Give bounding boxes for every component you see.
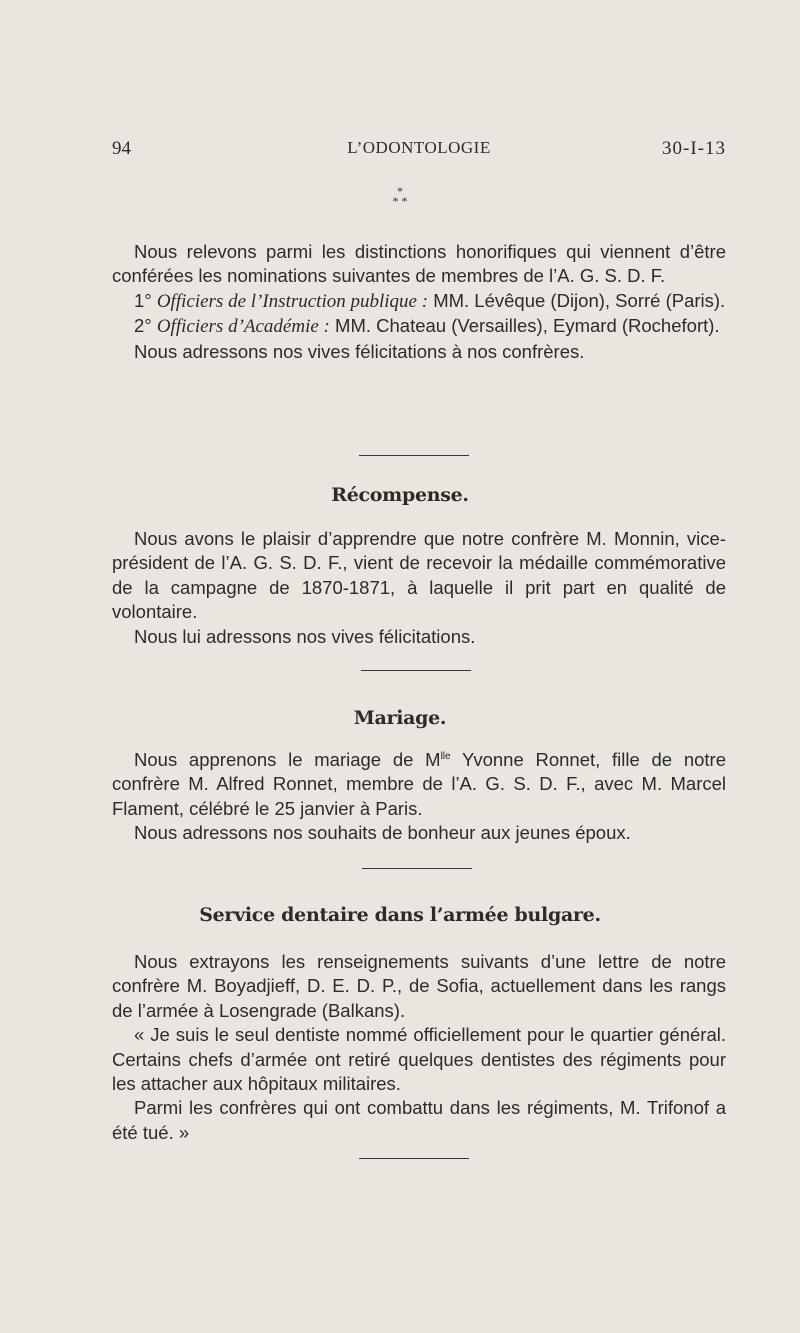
honour-recipients: MM. Lévêque (Dijon), Sorré (Paris). [433, 289, 726, 311]
section-divider [361, 670, 471, 671]
paragraph-instruction-publique [112, 289, 726, 314]
asterism [380, 186, 420, 206]
paragraph-casualty: Parmi les confrères qui ont combattu dans les régiments, M. Trifonof a été tué. » [112, 1097, 726, 1143]
journal-title: L’ODONTOLOGIE [347, 138, 491, 157]
heading-mariage [0, 707, 800, 729]
paragraph-intro: Nous relevons parmi les distinctions honorifiques qui viennent d’être conférées les nominations suivantes de membres de l’A. G. S. D. F. [112, 241, 726, 287]
heading-text: Mariage. [353, 707, 447, 729]
heading-service-dentaire [0, 904, 800, 926]
paragraph-congratulations: Nous lui adressons nos vives félicitations. [134, 625, 476, 647]
heading-text: Récompense. [331, 484, 469, 506]
honour-title: Officiers de l’Instruction publique : [156, 290, 429, 312]
item-number: 1° [134, 289, 152, 311]
page-number: 94 [112, 138, 131, 159]
honour-title: Officiers d’Académie : [156, 316, 330, 338]
paragraph-wedding [112, 748, 726, 821]
heading-recompense [0, 484, 800, 506]
asterism-bottom: * * [392, 194, 408, 208]
paragraph-medal: Nous avons le plaisir d’apprendre que notre confrère M. Monnin, vice-président de l’A. G. S. D. F., vient de recevoir la médaille commémorative de la campagne de 1870-1871, à laquelle il prit part en qualité de volontaire. [112, 528, 726, 623]
paragraph-wishes: Nous adressons nos souhaits de bonheur aux jeunes époux. [134, 822, 631, 844]
running-header [112, 138, 726, 168]
section-recompense [112, 527, 726, 649]
paragraph-congratulations: Nous adressons nos vives félicitations à nos confrères. [134, 340, 585, 362]
asterism-top: * [397, 184, 403, 198]
paragraph-extract: Nous extrayons les renseignements suivants d’une lettre de notre confrère M. Boyadjieff, D. E. D. P., de Sofia, actuellement dans les rangs de l’armée à Losengrade (Balkans). [112, 951, 726, 1021]
item-number: 2° [134, 315, 152, 337]
paragraph-quote: « Je suis le seul dentiste nommé officiellement pour le quartier général. Certains chefs d’armée ont retiré quelques dentistes des régiments pour les attacher aux hôpitaux militaires. [112, 1024, 726, 1095]
heading-text: Service dentaire dans l’armée bulgare. [199, 904, 601, 926]
section-divider [359, 455, 469, 456]
section-mariage [112, 748, 726, 846]
text-fragment: Yvonne Ronnet, fille de notre confrère M. Alfred Ronnet, membre de l’A. G. S. D. F., avec M. Marcel Flament, célébré le 25 janvier à Paris. [112, 749, 727, 819]
issue-date: 30-I-13 [662, 138, 726, 159]
text-fragment: Nous apprenons le mariage de M [134, 749, 441, 770]
section-divider [362, 868, 472, 869]
section-distinctions [112, 240, 726, 364]
superscript: lle [440, 751, 451, 762]
section-divider [359, 1158, 469, 1159]
paragraph-academie [112, 314, 726, 339]
honour-recipients: MM. Chateau (Versailles), Eymard (Rochefort). [335, 315, 720, 337]
section-service-dentaire [112, 950, 726, 1145]
